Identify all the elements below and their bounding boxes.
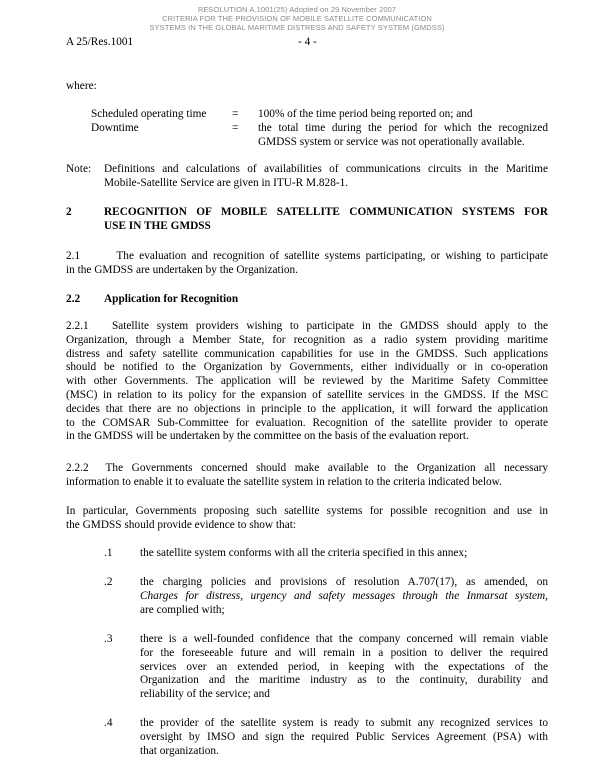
header-line-3: SYSTEMS IN THE GLOBAL MARITIME DISTRESS AND SAFETY SYSTEM (GMDSS) xyxy=(149,23,445,32)
running-header xyxy=(0,5,594,32)
list-item-text: the charging policies and provisions of resolution A.707(17), as amended, on Charges for distress, urgency and safety messages through the Inmarsat system, are complied with; xyxy=(140,576,548,616)
note-text: Definitions and calculations of availabilities of communications circuits in the Maritime Mobile-Satellite Service are given in ITU-R M.828-1. xyxy=(104,163,548,189)
definition-term: Scheduled operating time xyxy=(91,108,207,120)
list-item-number: .2 xyxy=(104,576,113,588)
list-item-text: there is a well-founded confidence that the company concerned will remain viable for the foreseeable future and will remain in a position to deliver the required services over an extended period, in keeping with the expectations of the Organization and the maritime industry as to the continuity, durability and reliability of the service; and xyxy=(140,633,548,701)
paragraph-2-1: 2.1 The evaluation and recognition of satellite systems participating, or wishing to participate in the GMDSS are undertaken by the Organization. xyxy=(66,250,548,276)
document-reference: A 25/Res.1001 xyxy=(66,36,134,48)
subsection-heading: Application for Recognition xyxy=(104,293,239,305)
definition-text: the total time during the period for which the recognized GMDSS system or service was not operationally available. xyxy=(258,122,548,148)
page-number: - 4 - xyxy=(298,36,317,48)
list-item-text: the provider of the satellite system is ready to submit any recognized services to oversight by IMSO and sign the required Public Services Agreement (PSA) with that organization. xyxy=(140,717,548,757)
definition-text: 100% of the time period being reported on; and xyxy=(258,108,473,120)
header-line-1: RESOLUTION A.1001(25) Adopted on 29 November 2007 xyxy=(197,5,397,14)
paragraph-number: 2.1 xyxy=(66,250,81,262)
list-item-number: .3 xyxy=(104,633,113,645)
section-heading: RECOGNITION OF MOBILE SATELLITE COMMUNICATION SYSTEMS FOR USE IN THE GMDSS xyxy=(104,206,548,232)
section-number: 2 xyxy=(66,206,72,218)
paragraph-2-2-2: 2.2.2 The Governments concerned should make available to the Organization all necessary information to enable it to evaluate the satellite system in relation to the criteria indicated below. xyxy=(66,462,548,488)
paragraph-number: 2.2.2 xyxy=(66,462,89,474)
list-item-text: the satellite system conforms with all the criteria specified in this annex; xyxy=(140,547,468,559)
list-item-number: .1 xyxy=(104,547,113,559)
definition-term: Downtime xyxy=(91,122,139,134)
note-label: Note: xyxy=(66,163,92,175)
header-line-2: CRITERIA FOR THE PROVISION OF MOBILE SATELLITE COMMUNICATION xyxy=(162,14,432,23)
definition-equals: = xyxy=(232,122,239,134)
paragraph-2-2-1: 2.2.1 Satellite system providers wishing to participate in the GMDSS should apply to the Organization, through a Member State, for recognition as a radio system providing maritime distress and safety satellite communication capabilities for use in the GMDSS. Such applications should be notified to the Organization by Governments, either individually or in co-operation with other Governments. The application will be reviewed by the Maritime Safety Committee (MSC) in relation to its policy for the expansion of satellite services in the GMDSS. If the MSC decides that there are no objections in principle to the application, it will forward the application to the COMSAR Sub-Committee for evaluation. Recognition of the satellite provider to operate in the GMDSS will be undertaken by the committee on the basis of the evaluation report. xyxy=(66,320,548,443)
list-item-number: .4 xyxy=(104,717,113,729)
where-label: where: xyxy=(66,80,97,92)
paragraph-number: 2.2.1 xyxy=(66,320,89,332)
definition-equals: = xyxy=(232,108,239,120)
paragraph-in-particular: In particular, Governments proposing such satellite systems for possible recognition and use in the GMDSS should provide evidence to show that: xyxy=(66,505,548,531)
subsection-number: 2.2 xyxy=(66,293,81,305)
